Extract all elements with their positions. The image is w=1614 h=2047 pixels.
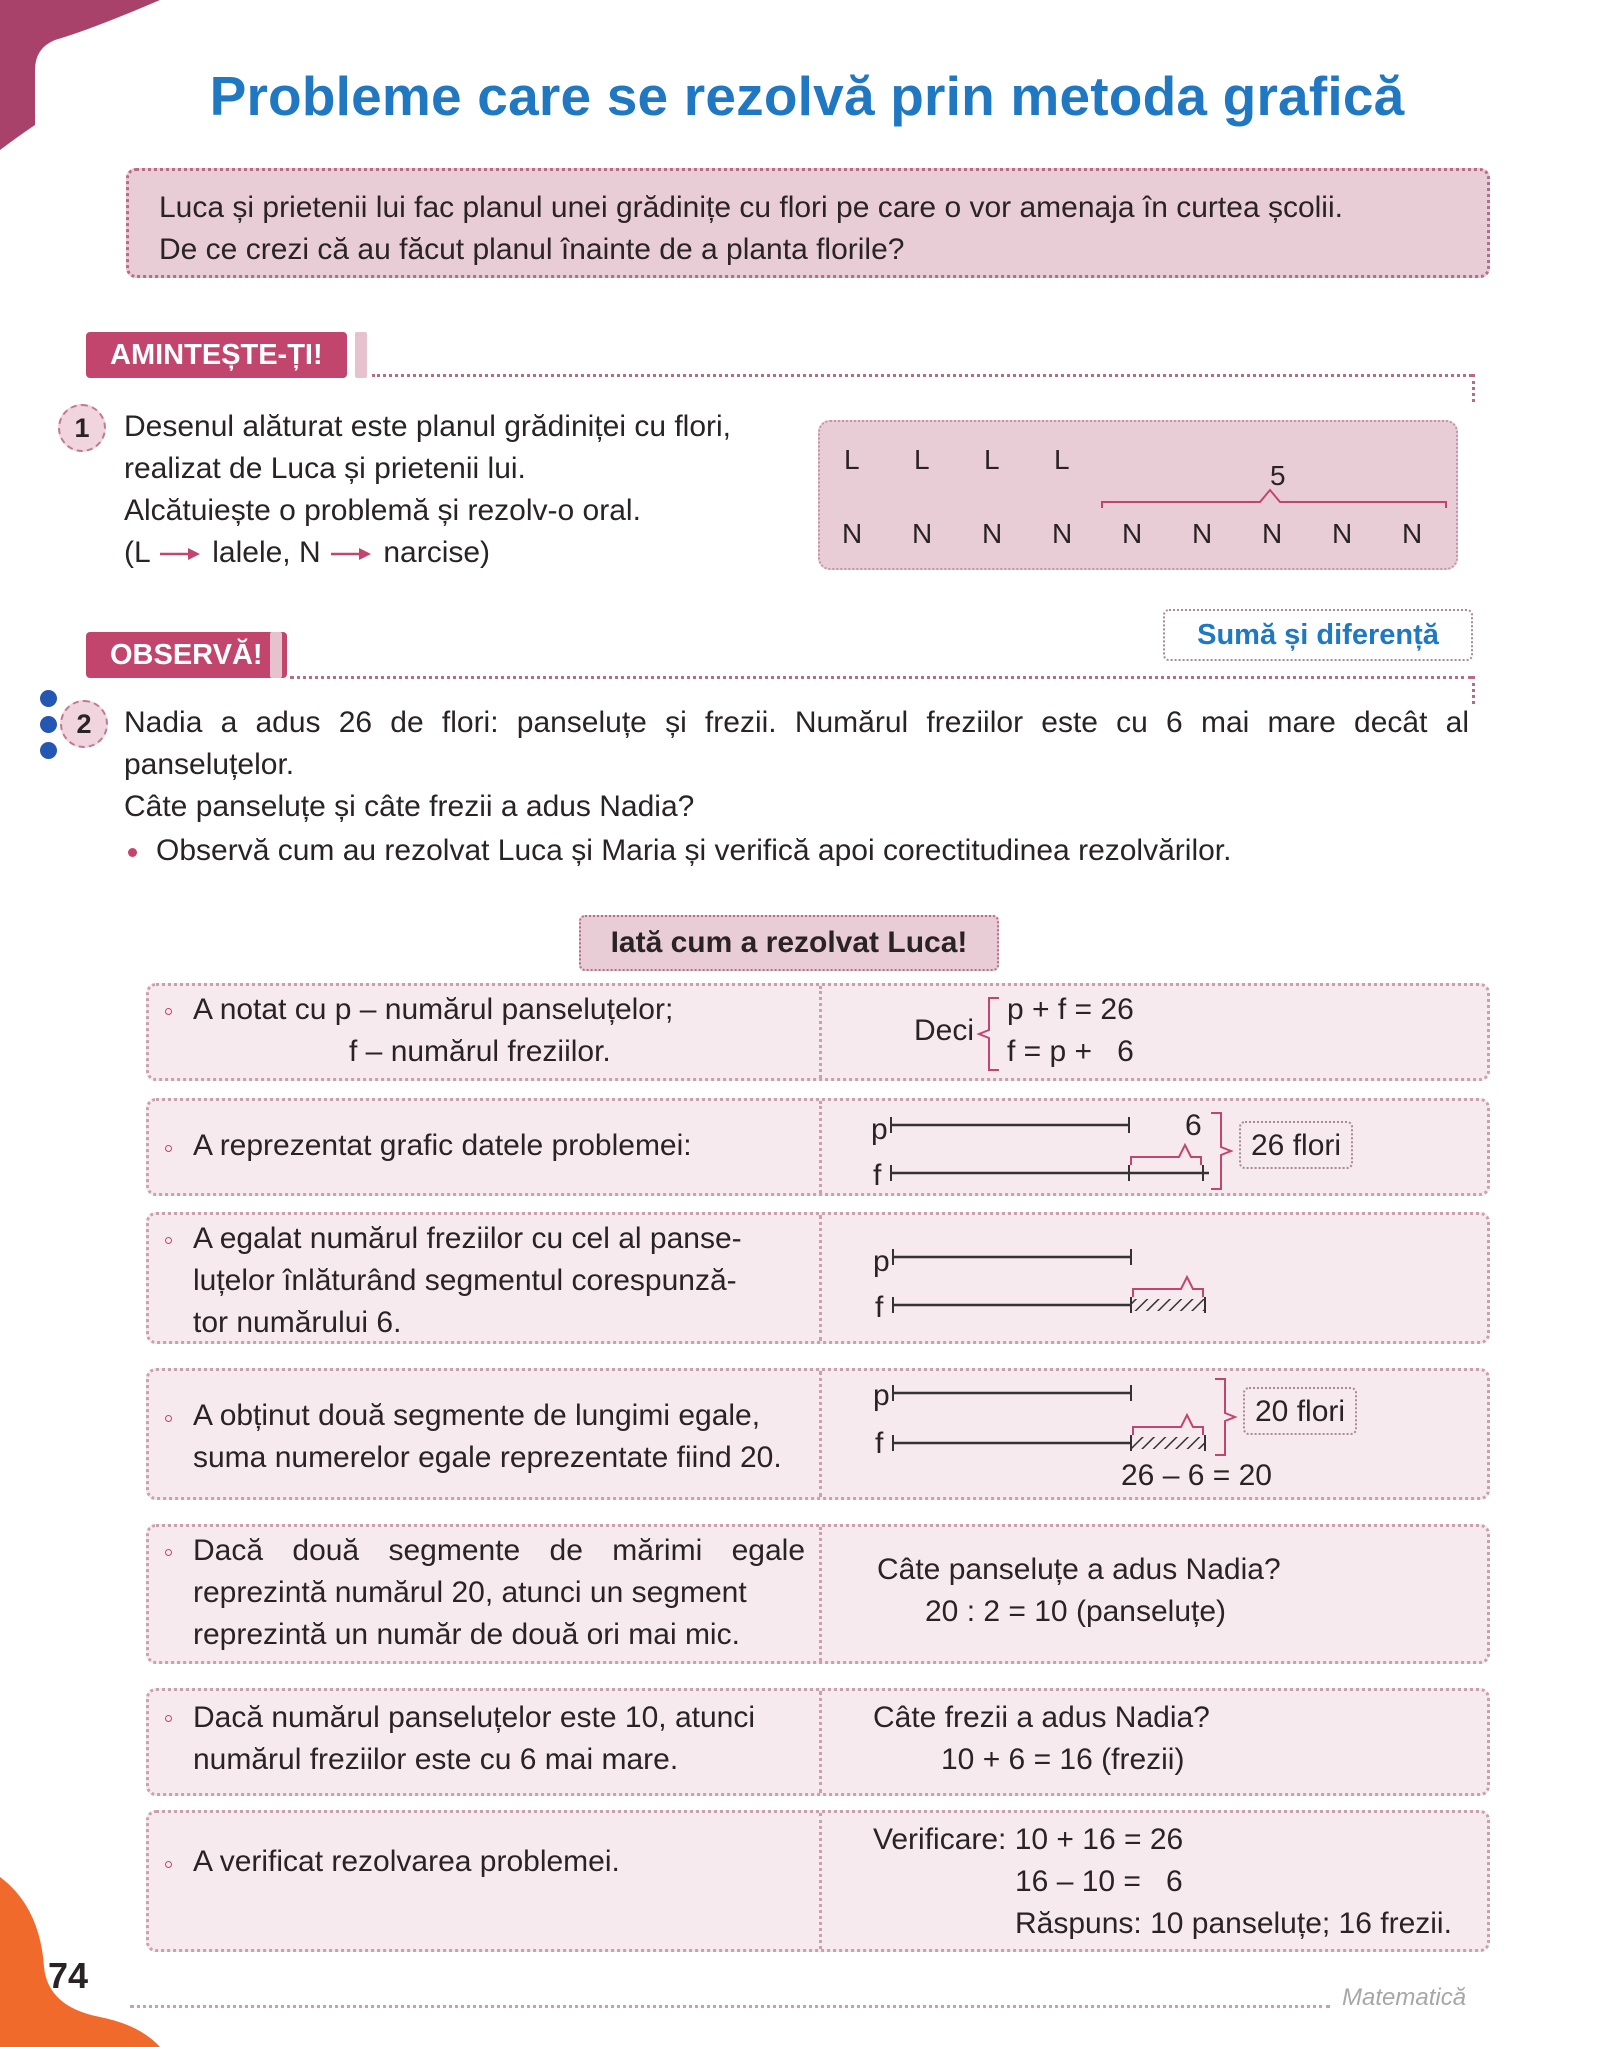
row-divider [819, 986, 822, 1078]
row-7-check-1: Verificare: 10 + 16 = 26 [873, 1823, 1184, 1856]
bullet-icon [128, 848, 137, 857]
bullet-icon [165, 1415, 172, 1422]
plan-letter-n: N [982, 518, 1003, 549]
page-title: Probleme care se rezolvă prin metoda grafică [209, 65, 1405, 127]
row-4-line-2: suma numerelor egale reprezentate fiind 20. [193, 1441, 782, 1474]
solution-row-5 [146, 1524, 1490, 1664]
difficulty-dot [40, 690, 57, 707]
plan-letter-n: N [842, 518, 863, 549]
total-brace [1207, 1109, 1241, 1193]
exercise-1-line-1: Desenul alăturat este planul grădiniței cu flori, [124, 410, 732, 443]
exercise-1-line-2: realizat de Luca și prietenii lui. [124, 452, 526, 485]
row-2-line-1: A reprezentat grafic datele problemei: [193, 1129, 692, 1162]
bullet-icon [165, 1549, 172, 1556]
bullet-icon [165, 1145, 172, 1152]
footer-divider [130, 2005, 1330, 2008]
row-6-question: Câte frezii a adus Nadia? [873, 1701, 1210, 1734]
row-6-text [193, 1697, 755, 1781]
row-divider [819, 1691, 822, 1793]
row-4-text [193, 1395, 782, 1479]
row-5-line-2: reprezintă numărul 20, atunci un segment [193, 1576, 747, 1609]
row-divider [819, 1813, 822, 1949]
plan-brace-value: 5 [1270, 460, 1286, 491]
difficulty-dot [40, 716, 57, 733]
row-5-line-1: Dacă două segmente de mărimi egale [193, 1534, 805, 1567]
observe-label-tab [270, 632, 282, 678]
difficulty-dot [40, 742, 57, 759]
plan-letter-l: L [984, 444, 1000, 475]
row-7-answer: Răspuns: 10 panseluțe; 16 frezii. [1015, 1907, 1452, 1940]
segment-label-f: f [875, 1291, 884, 1324]
row-1-equation-2: f = p + 6 [1007, 1035, 1134, 1068]
footer-subject: Matematică [1342, 1984, 1467, 2011]
row-3-line-1: A egalat numărul freziilor cu cel al panse- [193, 1222, 742, 1255]
arrow-icon [158, 544, 204, 564]
exercise-2-problem-line-1: Nadia a adus 26 de flori: panseluțe și frezii. Numărul freziilor este cu 6 mai mare decât al [124, 706, 1469, 739]
plan-letter-l: L [844, 444, 860, 475]
solution-row-1 [146, 983, 1490, 1081]
row-5-question: Câte panseluțe a adus Nadia? [877, 1553, 1281, 1586]
remember-divider [372, 374, 1472, 377]
segment-label-f: f [873, 1159, 882, 1192]
row-6-answer: 10 + 6 = 16 (frezii) [941, 1743, 1185, 1776]
row-divider [819, 1101, 822, 1193]
arrow-icon [329, 544, 375, 564]
page-number: 74 [48, 1955, 89, 1996]
exercise-1-legend [124, 532, 490, 574]
plan-letter-l: L [914, 444, 930, 475]
row-5-line-3: reprezintă un număr de două ori mai mic. [193, 1618, 740, 1651]
row-6-line-2: numărul freziilor este cu 6 mai mare. [193, 1743, 679, 1776]
row-3-line-3: tor numărului 6. [193, 1306, 402, 1339]
legend-l-meaning: lalele, N [212, 536, 321, 569]
row-7-check-2: 16 – 10 = 6 [1015, 1865, 1183, 1898]
exercise-2-problem-line-2: panseluțelor. [124, 748, 295, 781]
row-3-text [193, 1218, 742, 1344]
row-2-text [193, 1125, 692, 1167]
solution-row-2 [146, 1098, 1490, 1196]
row-divider [819, 1215, 822, 1341]
bullet-icon [165, 1008, 172, 1015]
remember-label-tab [355, 332, 367, 378]
system-brace [975, 994, 1005, 1074]
row-divider [819, 1371, 822, 1497]
exercise-number-1: 1 [58, 404, 106, 452]
solution-row-6 [146, 1688, 1490, 1796]
observe-divider-end [1472, 676, 1475, 704]
remember-divider-end [1472, 374, 1475, 402]
exercise-number-2: 2 [60, 700, 108, 748]
row-6-line-1: Dacă numărul panseluțelor este 10, atunci [193, 1701, 756, 1734]
total-26-box: 26 flori [1239, 1121, 1353, 1169]
difference-label: 6 [1185, 1109, 1202, 1142]
row-5-text [193, 1530, 805, 1656]
row-5-answer: 20 : 2 = 10 (panseluțe) [925, 1595, 1227, 1628]
plan-letter-n: N [1052, 518, 1073, 549]
exercise-2-instruction: Observă cum au rezolvat Luca și Maria și verifică apoi corectitudinea rezolvărilor. [156, 834, 1232, 867]
row-4-calculation: 26 – 6 = 20 [1121, 1459, 1272, 1492]
row-1-line-1: A notat cu p – numărul panseluțelor; [193, 993, 674, 1026]
plan-letter-n: N [1402, 518, 1423, 549]
plan-letter-l: L [1054, 444, 1070, 475]
garden-plan [818, 420, 1458, 570]
row-3-line-2: luțelor înlăturând segmentul corespunză- [193, 1264, 737, 1297]
plan-letter-n: N [1332, 518, 1353, 549]
row-7-text [193, 1841, 620, 1883]
intro-box [126, 168, 1490, 278]
bullet-icon [165, 1861, 172, 1868]
exercise-1-line-3: Alcătuiește o problemă și rezolv-o oral. [124, 494, 641, 527]
segment-diagram-equal [891, 1371, 1211, 1467]
plan-letter-n: N [1262, 518, 1283, 549]
intro-line-2: De ce crezi că au făcut planul înainte de a planta florile? [159, 233, 905, 266]
topic-tag: Sumă și diferență [1163, 609, 1473, 661]
segment-diagram [889, 1101, 1209, 1199]
row-1-equation-1: p + f = 26 [1007, 993, 1134, 1026]
total-20-box: 20 flori [1243, 1387, 1357, 1435]
plan-brace [1100, 488, 1450, 514]
row-4-line-1: A obținut două segmente de lungimi egale, [193, 1399, 761, 1432]
exercise-2-question: Câte panseluțe și câte frezii a adus Nadia? [124, 790, 695, 823]
bullet-icon [165, 1237, 172, 1244]
bullet-icon [165, 1715, 172, 1722]
observe-label: OBSERVĂ! [86, 632, 287, 678]
solution-row-4 [146, 1368, 1490, 1500]
row-1-line-2: f – numărul freziilor. [349, 1035, 611, 1068]
row-1-text [193, 989, 673, 1073]
observe-divider [290, 676, 1472, 679]
segment-diagram-equalized [891, 1215, 1211, 1345]
solution-row-7 [146, 1810, 1490, 1952]
row-1-deci: Deci [914, 1014, 975, 1047]
remember-label: AMINTEȘTE-ȚI! [86, 332, 347, 378]
plan-letter-n: N [1192, 518, 1213, 549]
legend-n-meaning: narcise) [383, 536, 491, 569]
total-brace [1211, 1375, 1245, 1459]
row-divider [819, 1527, 822, 1661]
legend-open: (L [124, 536, 150, 569]
plan-letter-n: N [912, 518, 933, 549]
intro-line-1: Luca și prietenii lui fac planul unei grădinițe cu flori pe care o vor amenaja în curtea școlii. [159, 191, 1343, 224]
segment-label-f: f [875, 1427, 884, 1460]
plan-letter-n: N [1122, 518, 1143, 549]
solution-row-3 [146, 1212, 1490, 1344]
segment-label-p: p [873, 1379, 890, 1412]
segment-label-p: p [871, 1113, 888, 1146]
row-7-line-1: A verificat rezolvarea problemei. [193, 1845, 620, 1878]
luca-solution-header: Iată cum a rezolvat Luca! [579, 915, 999, 971]
segment-label-p: p [873, 1245, 890, 1278]
